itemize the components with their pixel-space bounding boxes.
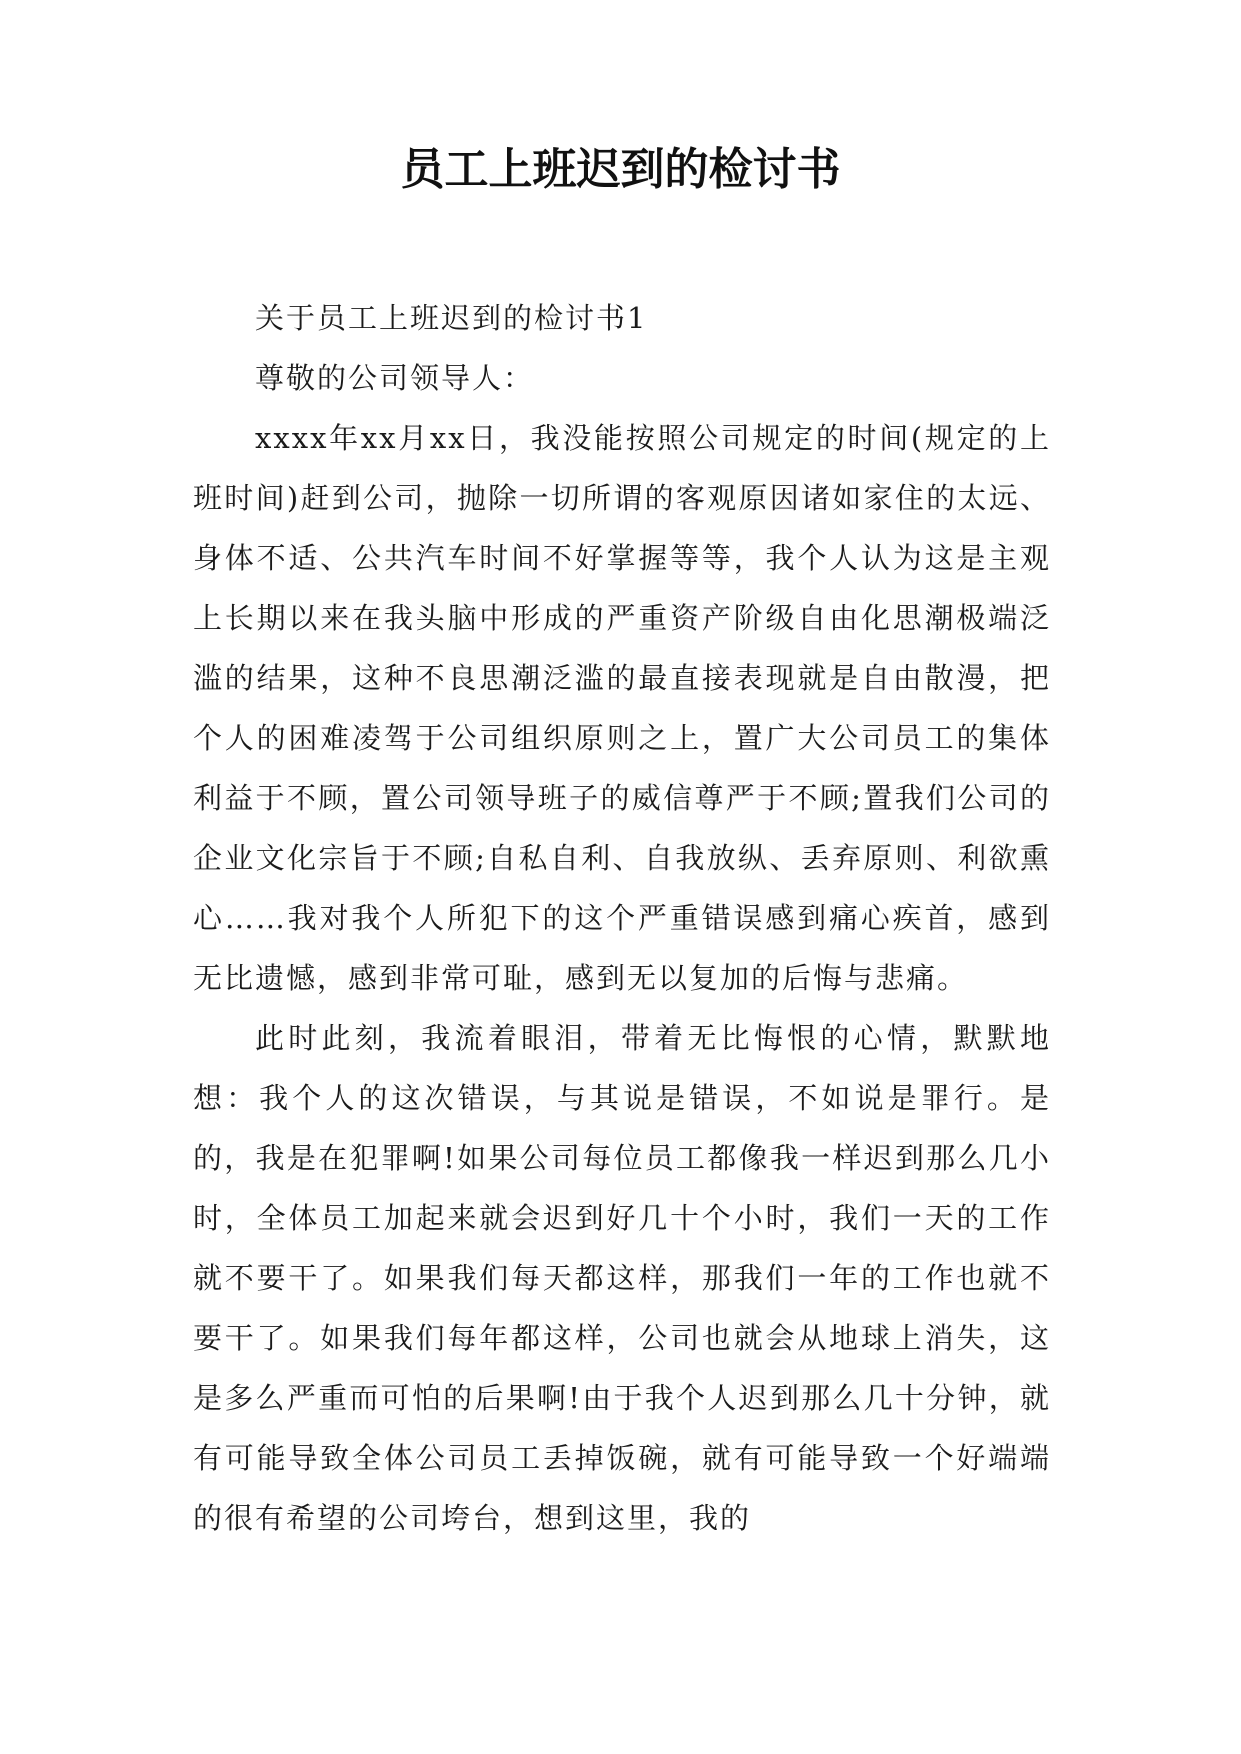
document-title: 员工上班迟到的检讨书	[400, 144, 841, 195]
document-body	[193, 288, 1051, 1548]
body-paragraph: 此时此刻，我流着眼泪，带着无比悔恨的心情，默默地想：我个人的这次错误，与其说是错误，不如说是罪行。是的，我是在犯罪啊!如果公司每位员工都像我一样迟到那么几小时，全体员工加起来就会迟到好几十个小时，我们一天的工作就不要干了。如果我们每天都这样，那我们一年的工作也就不要干了。如果我们每年都这样，公司也就会从地球上消失，这是多么严重而可怕的后果啊!由于我个人迟到那么几十分钟，就有可能导致全体公司员工丢掉饭碗，就有可能导致一个好端端的很有希望的公司垮台，想到这里，我的	[193, 1021, 1051, 1535]
body-paragraph: xxxx年xx月xx日，我没能按照公司规定的时间(规定的上班时间)赶到公司，抛除一切所谓的客观原因诸如家住的太远、身体不适、公共汽车时间不好掌握等等，我个人认为这是主观上长期以来在我头脑中形成的严重资产阶级自由化思潮极端泛滥的结果，这种不良思潮泛滥的最直接表现就是自由散漫，把个人的困难凌驾于公司组织原则之上，置广大公司员工的集体利益于不顾，置公司领导班子的威信尊严于不顾;置我们公司的企业文化宗旨于不顾;自私自利、自我放纵、丢弃原则、利欲熏心……我对我个人所犯下的这个严重错误感到痛心疾首，感到无比遗憾，感到非常可耻，感到无以复加的后悔与悲痛。	[193, 421, 1051, 995]
document-subtitle: 关于员工上班迟到的检讨书1	[255, 301, 648, 335]
salutation: 尊敬的公司领导人：	[255, 361, 535, 395]
